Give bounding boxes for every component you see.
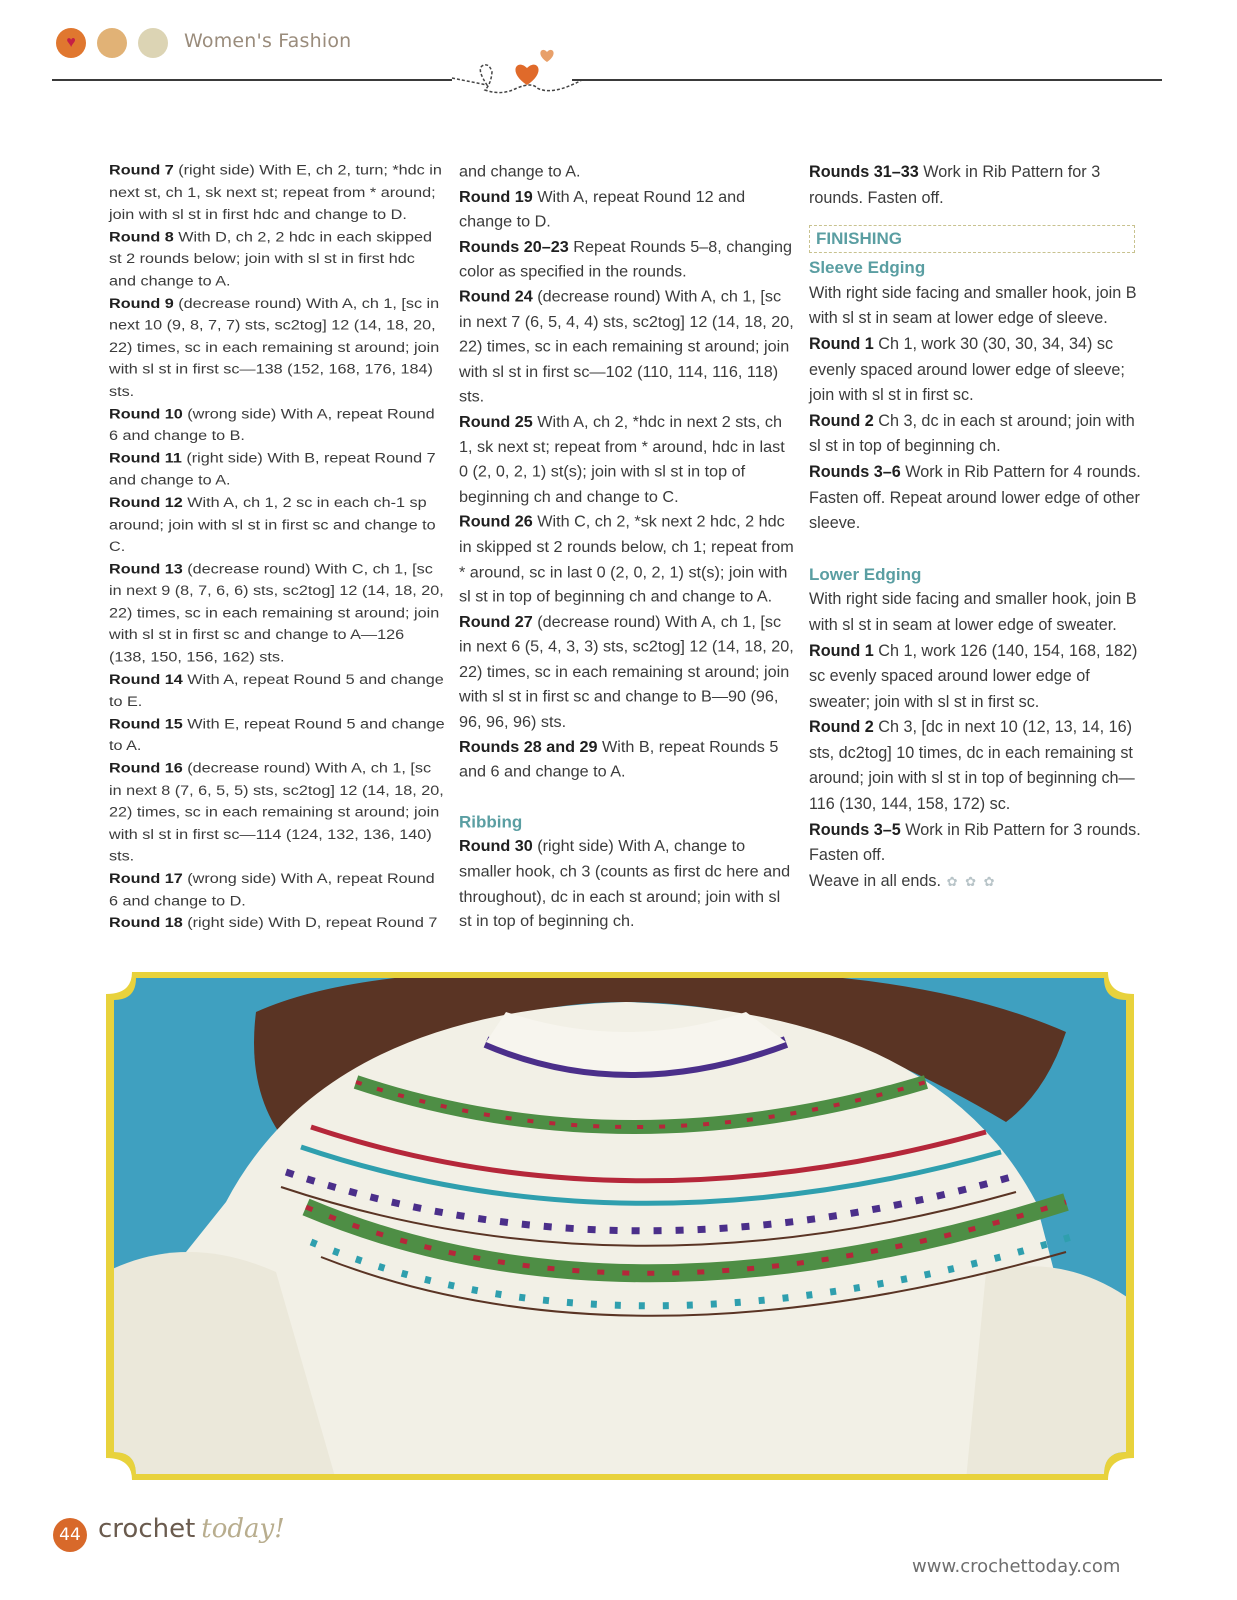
crochet-end-mark-icon: ✿ ✿ ✿	[940, 873, 997, 889]
round-instructions: With A, ch 2, *hdc in next 2 sts, ch 1, sk next st; repeat from * around, hdc in last 0 (2, 0, 2, 1) st(s); join with sl st in top of beginning ch and change to C.	[459, 413, 785, 506]
pattern-round	[809, 818, 1145, 869]
round-label: Round 18	[109, 915, 183, 931]
pattern-column-2	[459, 160, 795, 935]
round-instructions: (decrease round) With A, ch 1, [sc in next 10 (9, 8, 7, 7) sts, sc2tog] 12 (14, 18, 20, 22) times, sc in each remaining st around; join with sl st in first sc—138 (152, 168, 176, 184) sts.	[109, 295, 440, 400]
round-label: Round 19	[459, 187, 533, 206]
round-label: Round 8	[109, 229, 174, 245]
round-label: Round 25	[459, 413, 533, 431]
hearts-ornament-icon	[447, 40, 587, 98]
round-instructions: (decrease round) With C, ch 1, [sc in next 9 (8, 7, 6, 6) sts, sc2tog] 12 (14, 18, 20, 22) times, sc in each remaining st around; join with sl st in first sc and change to A—126 (138, 150, 156, 162) sts.	[109, 561, 444, 666]
round-label: Round 2	[809, 411, 874, 430]
pattern-round	[459, 510, 795, 610]
round-label: Round 14	[109, 671, 183, 688]
pattern-round	[459, 735, 795, 785]
round-label: Round 11	[109, 450, 182, 466]
round-label: Rounds 20–23	[459, 237, 569, 256]
round-instructions: (right side) With A, change to smaller hook, ch 3 (counts as first dc here and throughout), dc in each st around; join with sl st in top of beginning ch.	[459, 837, 791, 931]
round-label: Round 24	[459, 287, 533, 306]
round-label: Round 7	[109, 162, 174, 179]
round-instructions: (decrease round) With A, ch 1, [sc in next 7 (6, 5, 4, 4) sts, sc2tog] 12 (14, 18, 20, 22) times, sc in each remaining st around; join with sl st in first sc—102 (110, 114, 116, 118) sts.	[459, 287, 794, 406]
pattern-round	[809, 715, 1145, 817]
round-instructions: Ch 3, [dc in next 10 (12, 13, 14, 16) sts, dc2tog] 10 times, dc in each remaining st around; join with sl st in top of beginning ch—116 (130, 144, 158, 172) sc.	[809, 718, 1135, 814]
finishing-box	[809, 225, 1135, 253]
round-label: Round 10	[109, 406, 183, 422]
round-label: Rounds 3–6	[809, 462, 901, 481]
round-label: Rounds 31–33	[809, 163, 919, 181]
pattern-round	[459, 835, 795, 935]
round-label: Round 27	[459, 613, 533, 631]
round-label: Round 2	[809, 718, 874, 737]
round-instructions: (right side) With D, repeat Round 7	[182, 915, 438, 931]
pattern-round	[109, 448, 445, 492]
pattern-column-1	[109, 160, 445, 935]
round-instructions: Work in Rib Pattern for 3 rounds. Fasten off.	[809, 163, 1101, 207]
round-label: Rounds 28 and 29	[459, 738, 598, 756]
round-label: Round 13	[109, 561, 183, 577]
round-label: Round 1	[809, 334, 874, 353]
closing-line	[809, 869, 1145, 895]
pattern-round	[109, 492, 445, 558]
pattern-round	[109, 758, 445, 869]
round-instructions: Work in Rib Pattern for 4 rounds. Fasten off. Repeat around lower edge of other sleeve.	[809, 462, 1141, 533]
round-label: Round 9	[109, 295, 174, 311]
pattern-round	[109, 913, 445, 935]
round-instructions: With C, ch 2, *sk next 2 hdc, 2 hdc in skipped st 2 rounds below, ch 1; repeat from * around, sc in last 0 (2, 0, 2, 1) st(s); join with sl st in top of beginning ch and change to A.	[459, 513, 794, 606]
pattern-round	[459, 185, 795, 235]
round-instructions: (decrease round) With A, ch 1, [sc in next 6 (5, 4, 3, 3) sts, sc2tog] 12 (14, 18, 20, 22) times, sc in each remaining st around; join with sl st in first sc and change to B—90 (96, 96, 96, 96) sts.	[459, 613, 794, 731]
round-label: Round 15	[109, 716, 183, 732]
round-instructions: Work in Rib Pattern for 3 rounds. Fasten off.	[809, 820, 1141, 865]
round-instructions: Ch 1, work 126 (140, 154, 168, 182) sc evenly spaced around lower edge of sweater; join with sl st in first sc.	[809, 641, 1138, 711]
round-instructions: With E, repeat Round 5 and change to A.	[109, 716, 445, 754]
pattern-round	[809, 332, 1145, 409]
sleeve-edging-heading: Sleeve Edging	[809, 258, 926, 278]
round-instructions: Repeat Rounds 5–8, changing color as specified in the rounds.	[459, 237, 792, 281]
round-label: Round 16	[109, 760, 183, 776]
pattern-round	[459, 610, 795, 735]
round-instructions: With A, repeat Round 12 and change to D.	[459, 187, 746, 231]
brand-main: crochet	[98, 1514, 196, 1544]
pattern-column-3	[809, 160, 1145, 894]
finishing-heading: FINISHING	[816, 229, 902, 249]
pattern-round	[109, 868, 445, 912]
pattern-round	[109, 558, 445, 669]
beige-dot-icon	[138, 28, 168, 58]
pattern-round	[109, 160, 445, 226]
pattern-round	[109, 293, 445, 404]
pattern-round	[109, 404, 445, 448]
round-label: Round 30	[459, 837, 533, 856]
round-instructions: (wrong side) With A, repeat Round 6 and change to D.	[109, 870, 435, 909]
header-rule	[52, 79, 452, 81]
pattern-round	[109, 669, 445, 713]
sleeve-intro: With right side facing and smaller hook, join B with sl st in seam at lower edge of sleeve.	[809, 283, 1137, 328]
round-label: Round 1	[809, 641, 874, 660]
pattern-round	[109, 713, 445, 757]
round-instructions: Ch 1, work 30 (30, 30, 34, 34) sc evenly spaced around lower edge of sleeve; join with sl st in first sc.	[809, 334, 1125, 405]
continued-text: and change to A.	[459, 162, 581, 181]
round-instructions: With B, repeat Rounds 5 and 6 and change to A.	[459, 738, 779, 781]
pattern-round	[809, 160, 1145, 211]
pattern-round	[809, 460, 1145, 537]
round-label: Round 12	[109, 494, 183, 511]
round-instructions: (right side) With B, repeat Round 7 and change to A.	[109, 450, 436, 489]
round-label: Rounds 3–5	[809, 820, 901, 839]
pattern-round	[109, 226, 445, 292]
round-label: Round 26	[459, 513, 533, 531]
round-instructions: (wrong side) With A, repeat Round 6 and change to B.	[109, 406, 435, 444]
pattern-round	[459, 285, 795, 410]
round-label: Round 17	[109, 870, 183, 887]
pattern-round	[809, 639, 1145, 716]
sweater-photo	[106, 972, 1134, 1480]
heart-dot-icon: ♥	[56, 28, 86, 58]
round-instructions: Ch 3, dc in each st around; join with sl st in top of beginning ch.	[809, 411, 1135, 456]
round-instructions: With D, ch 2, 2 hdc in each skipped st 2 rounds below; join with sl st in first hdc and change to A.	[109, 229, 432, 289]
ribbing-heading: Ribbing	[459, 812, 523, 832]
tan-dot-icon	[97, 28, 127, 58]
header-rule	[572, 79, 1162, 81]
pattern-round	[459, 235, 795, 285]
round-instructions: (decrease round) With A, ch 1, [sc in next 8 (7, 6, 5, 5) sts, sc2tog] 12 (14, 18, 20, 22) times, sc in each remaining st around; join with sl st in first sc—114 (124, 132, 136, 140) sts.	[109, 760, 444, 865]
brand-logo	[98, 1514, 285, 1544]
lower-intro: With right side facing and smaller hook, join B with sl st in seam at lower edge of sweater.	[809, 590, 1137, 634]
closing-text: Weave in all ends.	[809, 871, 941, 890]
page-number-badge: 44	[53, 1518, 87, 1552]
brand-script: today!	[201, 1514, 285, 1544]
round-instructions: With A, ch 1, 2 sc in each ch-1 sp around; join with sl st in first sc and change to C.	[109, 494, 436, 555]
round-instructions: With A, repeat Round 5 and change to E.	[109, 671, 444, 710]
lower-edging-heading: Lower Edging	[809, 564, 922, 584]
pattern-round	[809, 409, 1145, 460]
round-instructions: (right side) With E, ch 2, turn; *hdc in next st, ch 1, sk next st; repeat from * around; join with sl st in first hdc and change to D.	[109, 162, 442, 223]
website-url: www.crochettoday.com	[912, 1556, 1121, 1577]
page-header	[52, 22, 1162, 92]
section-title: Women's Fashion	[184, 30, 352, 52]
pattern-round	[459, 410, 795, 510]
